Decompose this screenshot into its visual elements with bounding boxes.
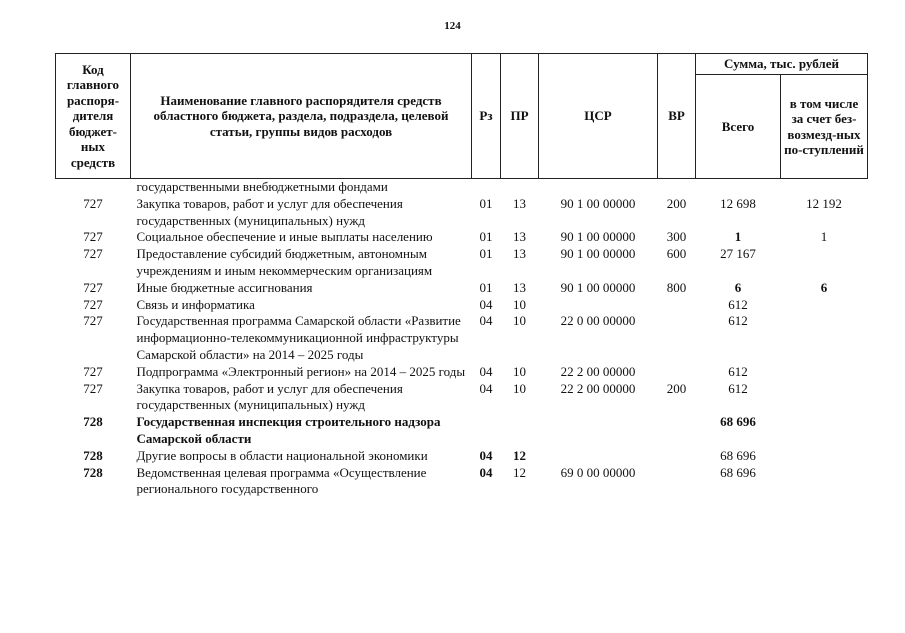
cell-vr <box>658 364 696 381</box>
cell-vr <box>658 465 696 499</box>
cell-pr: 13 <box>513 229 526 245</box>
cell-incl <box>781 448 868 465</box>
header-total: Всего <box>696 75 781 179</box>
cell-csr: 22 2 00 00000 <box>560 363 636 379</box>
cell-code: 728 <box>83 414 103 430</box>
cell-total: 612 <box>728 380 748 396</box>
cell-total: 68 696 <box>720 464 756 480</box>
cell-rz: 04 <box>479 380 493 396</box>
cell-total: 612 <box>728 296 748 312</box>
cell-incl <box>781 414 868 448</box>
cell-incl: 12 192 <box>806 195 842 211</box>
cell-incl <box>781 179 868 196</box>
cell-incl: 1 <box>820 229 828 245</box>
cell-vr: 600 <box>666 246 687 262</box>
cell-name: государственными внебюджетными фондами <box>131 179 472 196</box>
cell-rz: 04 <box>479 447 493 463</box>
cell-total: 612 <box>728 363 748 379</box>
cell-vr <box>658 297 696 314</box>
cell-csr <box>539 297 658 314</box>
table-row <box>56 364 868 381</box>
cell-pr: 12 <box>513 464 526 480</box>
cell-total: 612 <box>728 313 748 329</box>
cell-code: 727 <box>83 279 103 295</box>
table-row <box>56 465 868 499</box>
table-row <box>56 246 868 280</box>
header-csr: ЦСР <box>539 54 658 179</box>
cell-code: 727 <box>83 380 103 396</box>
cell-rz: 01 <box>479 246 493 262</box>
header-code: Код главного распоря-дителя бюджет-ных средств <box>56 54 131 179</box>
table-row <box>56 414 868 448</box>
cell-incl: 6 <box>820 279 828 295</box>
cell-code: 727 <box>83 363 103 379</box>
cell-name: Иные бюджетные ассигнования <box>136 279 313 295</box>
cell-rz <box>472 179 501 196</box>
cell-csr: 90 1 00 00000 <box>560 279 636 295</box>
cell-csr <box>539 179 658 196</box>
cell-incl <box>781 381 868 415</box>
cell-code <box>56 179 131 196</box>
cell-vr: 200 <box>666 380 687 396</box>
cell-csr: 90 1 00 00000 <box>560 229 636 245</box>
cell-total: 6 <box>734 279 742 295</box>
cell-vr: 200 <box>666 195 687 211</box>
table-row <box>56 229 868 246</box>
cell-pr <box>501 414 539 448</box>
cell-name: Государственная программа Самарской области «Развитие информационно-телекоммуникационной инфраструктуры Самарской области» на 2014 – 2025 годы <box>136 313 461 362</box>
cell-incl <box>781 246 868 280</box>
cell-pr: 13 <box>513 195 526 211</box>
cell-pr: 10 <box>513 363 526 379</box>
cell-name: Связь и информатика <box>136 296 255 312</box>
cell-rz: 04 <box>479 313 493 329</box>
header-rz: Рз <box>472 54 501 179</box>
cell-name: Предоставление субсидий бюджетным, автономным учреждениям и иным некоммерческим организациям <box>136 246 433 278</box>
cell-name: Ведомственная целевая программа «Осуществление регионального государственного <box>136 464 427 497</box>
cell-incl <box>781 465 868 499</box>
cell-pr: 10 <box>513 296 526 312</box>
cell-csr <box>539 448 658 465</box>
page-number: 124 <box>444 20 461 32</box>
header-vr: ВР <box>658 54 696 179</box>
cell-rz: 04 <box>479 363 493 379</box>
cell-rz <box>472 414 501 448</box>
cell-name: Государственная инспекция строительного надзора Самарской области <box>136 414 441 446</box>
cell-pr: 10 <box>513 313 526 329</box>
cell-pr: 12 <box>513 447 526 463</box>
cell-csr: 90 1 00 00000 <box>560 195 636 211</box>
cell-vr <box>658 179 696 196</box>
cell-total <box>696 179 781 196</box>
header-pr: ПР <box>501 54 539 179</box>
cell-name: Социальное обеспечение и иные выплаты населению <box>136 229 433 245</box>
cell-total: 68 696 <box>720 447 756 463</box>
cell-name: Закупка товаров, работ и услуг для обеспечения государственных (муниципальных) нужд <box>136 380 403 413</box>
cell-pr: 13 <box>513 246 526 262</box>
cell-vr <box>658 313 696 363</box>
cell-code: 728 <box>83 447 103 463</box>
cell-vr: 300 <box>666 229 687 245</box>
cell-vr <box>658 414 696 448</box>
table-row <box>56 313 868 363</box>
cell-rz: 04 <box>479 464 493 480</box>
cell-incl <box>781 297 868 314</box>
table-row <box>56 297 868 314</box>
table-row <box>56 179 868 196</box>
cell-rz: 01 <box>479 279 493 295</box>
cell-rz: 01 <box>479 195 493 211</box>
budget-table <box>55 53 868 498</box>
cell-code: 727 <box>83 246 103 262</box>
cell-csr: 22 0 00 00000 <box>560 313 636 329</box>
cell-code: 728 <box>83 464 103 480</box>
header-sum: Сумма, тыс. рублей <box>696 54 868 75</box>
cell-total: 27 167 <box>720 246 756 262</box>
cell-total: 68 696 <box>720 414 756 430</box>
cell-name: Другие вопросы в области национальной экономики <box>136 447 428 463</box>
cell-rz: 01 <box>479 229 493 245</box>
cell-code: 727 <box>83 195 103 211</box>
cell-vr: 800 <box>666 279 687 295</box>
cell-total: 12 698 <box>720 195 756 211</box>
table-row <box>56 381 868 415</box>
table-row <box>56 448 868 465</box>
cell-pr: 10 <box>513 380 526 396</box>
cell-incl <box>781 364 868 381</box>
cell-code: 727 <box>83 313 103 329</box>
cell-vr <box>658 448 696 465</box>
cell-pr: 13 <box>513 279 526 295</box>
table-header <box>56 54 868 179</box>
table-row <box>56 280 868 297</box>
cell-csr: 22 2 00 00000 <box>560 380 636 396</box>
header-incl: в том числе за счет без-возмезд-ных по-ступлений <box>781 75 868 179</box>
cell-name: Закупка товаров, работ и услуг для обеспечения государственных (муниципальных) нужд <box>136 195 403 228</box>
cell-name: Подпрограмма «Электронный регион» на 2014 – 2025 годы <box>136 363 466 379</box>
cell-code: 727 <box>83 229 103 245</box>
table-row <box>56 196 868 230</box>
cell-total: 1 <box>734 229 742 245</box>
header-name: Наименование главного распорядителя средств областного бюджета, раздела, подраздела, целевой статьи, группы видов расходов <box>131 54 472 179</box>
cell-csr <box>539 414 658 448</box>
cell-csr: 90 1 00 00000 <box>560 246 636 262</box>
cell-csr: 69 0 00 00000 <box>560 464 636 480</box>
cell-incl <box>781 313 868 363</box>
cell-pr <box>501 179 539 196</box>
cell-code: 727 <box>83 296 103 312</box>
cell-rz: 04 <box>479 296 493 312</box>
